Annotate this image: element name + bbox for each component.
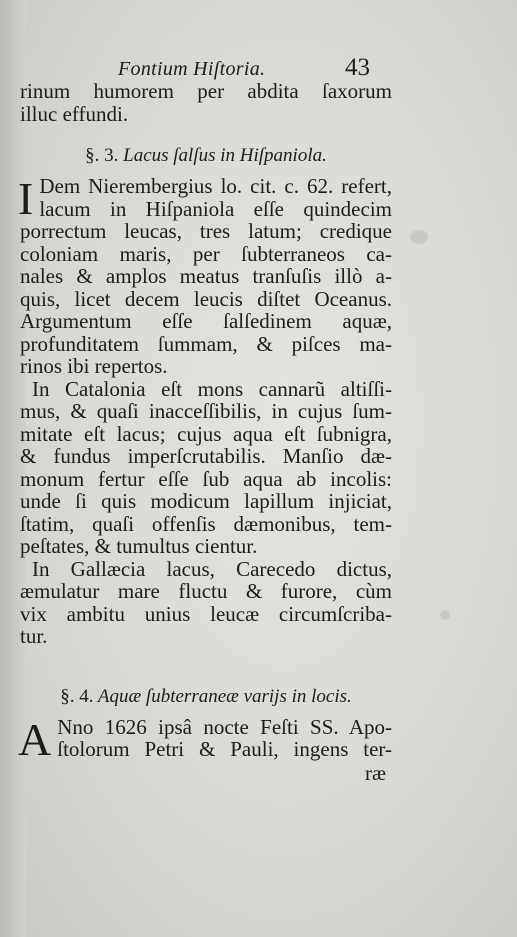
paper-stain: [410, 230, 428, 244]
text-line: ſtolorum Petri & Pauli, ingens ter-: [57, 737, 392, 761]
text-line: monum fertur eſſe ſub aqua ab incolis:: [20, 466, 392, 491]
text-line: rinum humorem per abdita ſaxorum: [20, 79, 392, 103]
text-line: mitate eſt lacus; cujus aqua eſt ſubnigra,: [20, 421, 392, 446]
section-3-paragraph-1: [20, 175, 392, 378]
text-line: vix ambitu unius leucæ circumſcriba-: [20, 601, 392, 626]
catchword: ræ: [365, 760, 386, 785]
text-line: quis, licet decem leucis diſtet Oceanus.: [20, 286, 392, 311]
text-line: lacum in Hiſpaniola eſſe quindecim: [39, 196, 392, 221]
section-4-title: Aquæ ſubterraneæ varijs in locis.: [97, 685, 352, 707]
text-line: Dem Nierembergius lo. cit. c. 62. refert,: [39, 174, 392, 198]
page-number: 43: [345, 54, 370, 81]
text-line: illuc effundi.: [20, 101, 129, 126]
text-line: & fundus imperſcrutabilis. Manſio dæ-: [20, 444, 392, 468]
text-line: æmulatur mare fluctu & furore, cùm: [20, 579, 392, 603]
drop-cap-initial: I: [18, 173, 34, 224]
text-line: peſtates, & tumultus cientur.: [20, 534, 258, 558]
section-3-paragraph-2: [20, 378, 392, 558]
text-line: rinos ibi repertos.: [20, 354, 168, 378]
section-3-paragraph-3: [20, 558, 392, 648]
text-line: tur.: [20, 624, 48, 648]
section-3-number: §. 3.: [85, 145, 119, 166]
text-line: ſtatim, quaſi offenſis dæmonibus, tem-: [20, 511, 392, 536]
section-4-paragraph-1: [18, 713, 392, 765]
text-line: nales & amplos meatus tranſuſis illò a-: [20, 264, 392, 288]
text-line: porrectum leucas, tres latum; credique: [20, 219, 392, 243]
section-3-title: Lacus ſalſus in Hiſpaniola.: [123, 145, 327, 166]
paper-stain: [440, 610, 450, 620]
text-line: mus, & quaſi inacceſſibilis, in cujus ſum-: [20, 399, 392, 423]
text-line: Argumentum eſſe ſalſedinem aquæ,: [20, 309, 392, 333]
text-line: coloniam maris, per ſubterraneos ca-: [20, 241, 392, 266]
drop-cap-initial: A: [18, 713, 52, 765]
text-block: [20, 80, 392, 785]
text-line: profunditatem ſummam, & piſces ma-: [20, 331, 392, 356]
section-4-number: §. 4.: [60, 685, 94, 707]
text-line: unde ſi quis modicum lapillum injiciat,: [20, 489, 392, 513]
text-line: In Catalonia eſt mons cannarũ altiſſi-: [32, 376, 392, 401]
text-line: In Gallæcia lacus, Carecedo dictus,: [32, 556, 392, 581]
text-line: Nno 1626 ipsâ nocte Feſti SS. Apo-: [57, 714, 392, 739]
section-3-heading: [20, 145, 392, 167]
section-4-heading: [20, 686, 392, 708]
running-head-title: Fontium Hiſtoria.: [118, 58, 266, 80]
